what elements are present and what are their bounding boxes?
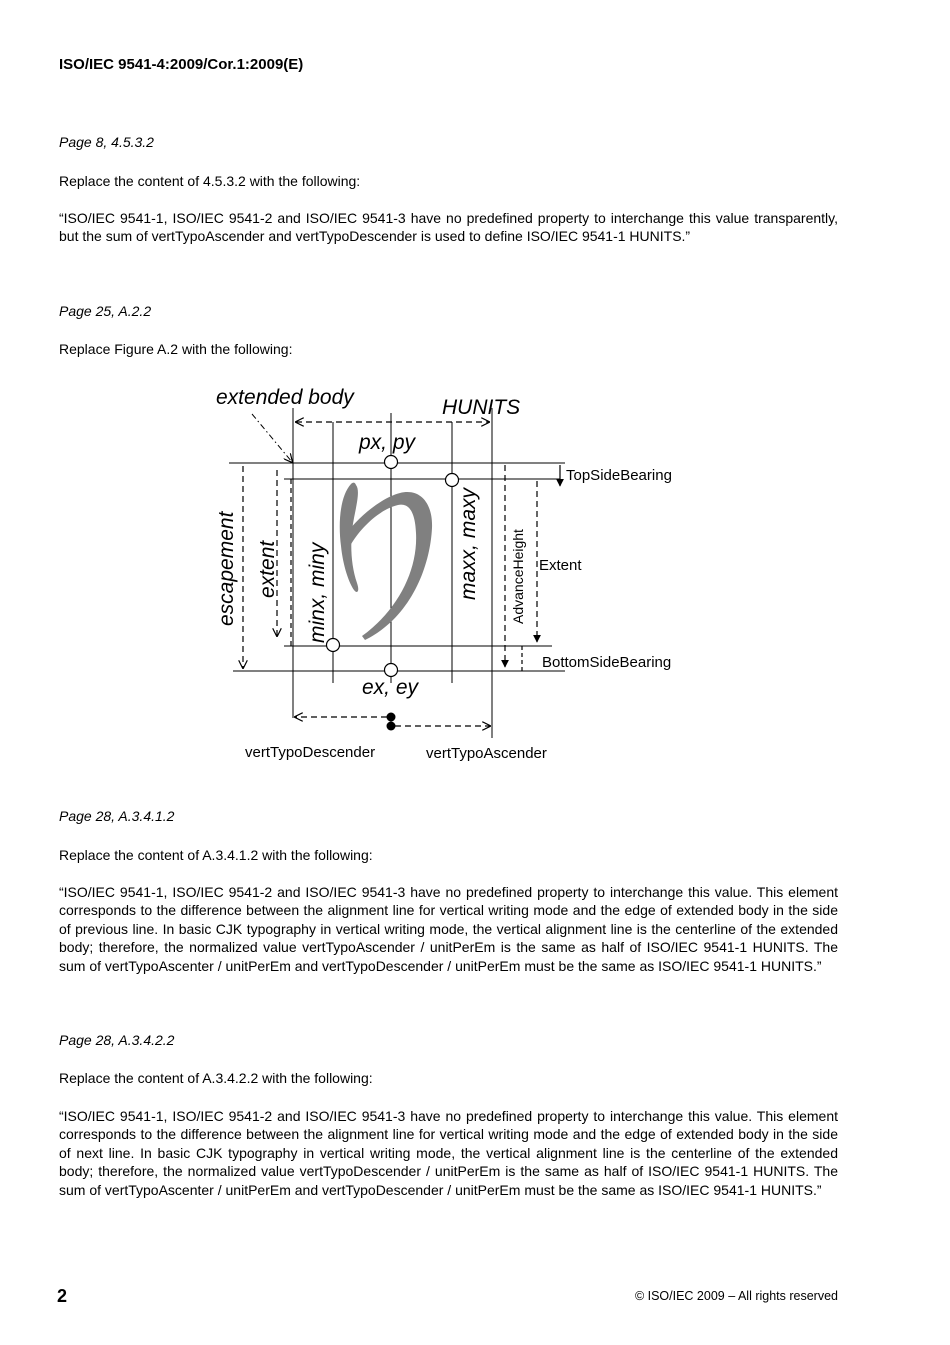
label-advance-height: AdvanceHeight — [510, 529, 526, 624]
ascender-dot — [387, 722, 396, 731]
label-escapement: escapement — [215, 511, 238, 626]
label-minx-miny: minx, miny — [306, 542, 329, 643]
label-extent: Extent — [539, 557, 582, 574]
section-ref: Page 28, A.3.4.1.2 — [59, 808, 175, 824]
px-py-circle — [385, 456, 398, 469]
section-ref: Page 28, A.3.4.2.2 — [59, 1032, 175, 1048]
section-ref: Page 8, 4.5.3.2 — [59, 134, 154, 150]
glyph-shape — [340, 483, 432, 640]
section-instruction: Replace the content of A.3.4.1.2 with the following: — [59, 847, 373, 863]
section-body: “ISO/IEC 9541-1, ISO/IEC 9541-2 and ISO/IEC 9541-3 have no predefined property to interchange this value. This element corresponds to the difference between the alignment line for vertical writing mode and the edge of extended body in the side of next line. In basic CJK typography in vertical writing mode, the vertical alignment line is the centerline of the extended body; therefore, the normalized value vertTypoDescender / unitPerEm is the same as half of ISO/IEC 9541-1 HUNITS. The sum of vertTypoAscenter / unitPerEm and vertTypoDescender / unitPerEm must be the same as ISO/IEC 9541-1 HUNITS.” — [59, 1108, 838, 1198]
descender-dot — [387, 713, 396, 722]
label-extent-italic: extent — [256, 540, 279, 598]
label-bottom-side-bearing: BottomSideBearing — [542, 654, 672, 671]
section-instruction: Replace the content of 4.5.3.2 with the following: — [59, 173, 361, 189]
copyright-notice: © ISO/IEC 2009 – All rights reserved — [634, 1289, 838, 1303]
figure-a2 — [200, 378, 720, 778]
label-hunits: HUNITS — [442, 396, 521, 419]
document-header: ISO/IEC 9541-4:2009/Cor.1:2009(E) — [59, 56, 304, 73]
ex-ey-circle — [385, 664, 398, 677]
section-ref: Page 25, A.2.2 — [59, 303, 152, 319]
label-maxx-maxy: maxx, maxy — [457, 487, 480, 600]
section-instruction: Replace Figure A.2 with the following: — [59, 341, 293, 357]
label-px-py: px, py — [359, 431, 416, 454]
label-top-side-bearing: TopSideBearing — [566, 467, 672, 484]
extended-body-pointer — [252, 414, 292, 462]
maxx-maxy-circle — [446, 474, 459, 487]
label-vert-typo-ascender: vertTypoAscender — [426, 745, 547, 762]
label-ex-ey: ex, ey — [362, 676, 419, 699]
section-body: “ISO/IEC 9541-1, ISO/IEC 9541-2 and ISO/IEC 9541-3 have no predefined property to interchange this value transparently, but the sum of vertTypoAscender and vertTypoDescender is used to define ISO/IEC 9541-1 HUNITS.” — [59, 210, 838, 245]
label-extended-body: extended body — [216, 386, 354, 409]
page-number: 2 — [57, 1286, 68, 1306]
section-body: “ISO/IEC 9541-1, ISO/IEC 9541-2 and ISO/IEC 9541-3 have no predefined property to interchange this value. This element corresponds to the difference between the alignment line for vertical writing mode and the edge of extended body in the side of previous line. In basic CJK typography in vertical writing mode, the vertical alignment line is the centerline of the extended body; therefore, the normalized value vertTypoAscender / unitPerEm is the same as half of ISO/IEC 9541-1 HUNITS. The sum of vertTypoAscenter / unitPerEm and vertTypoDescender / unitPerEm must be the same as ISO/IEC 9541-1 HUNITS.” — [59, 884, 838, 974]
section-instruction: Replace the content of A.3.4.2.2 with the following: — [59, 1070, 373, 1086]
label-vert-typo-descender: vertTypoDescender — [245, 744, 376, 761]
